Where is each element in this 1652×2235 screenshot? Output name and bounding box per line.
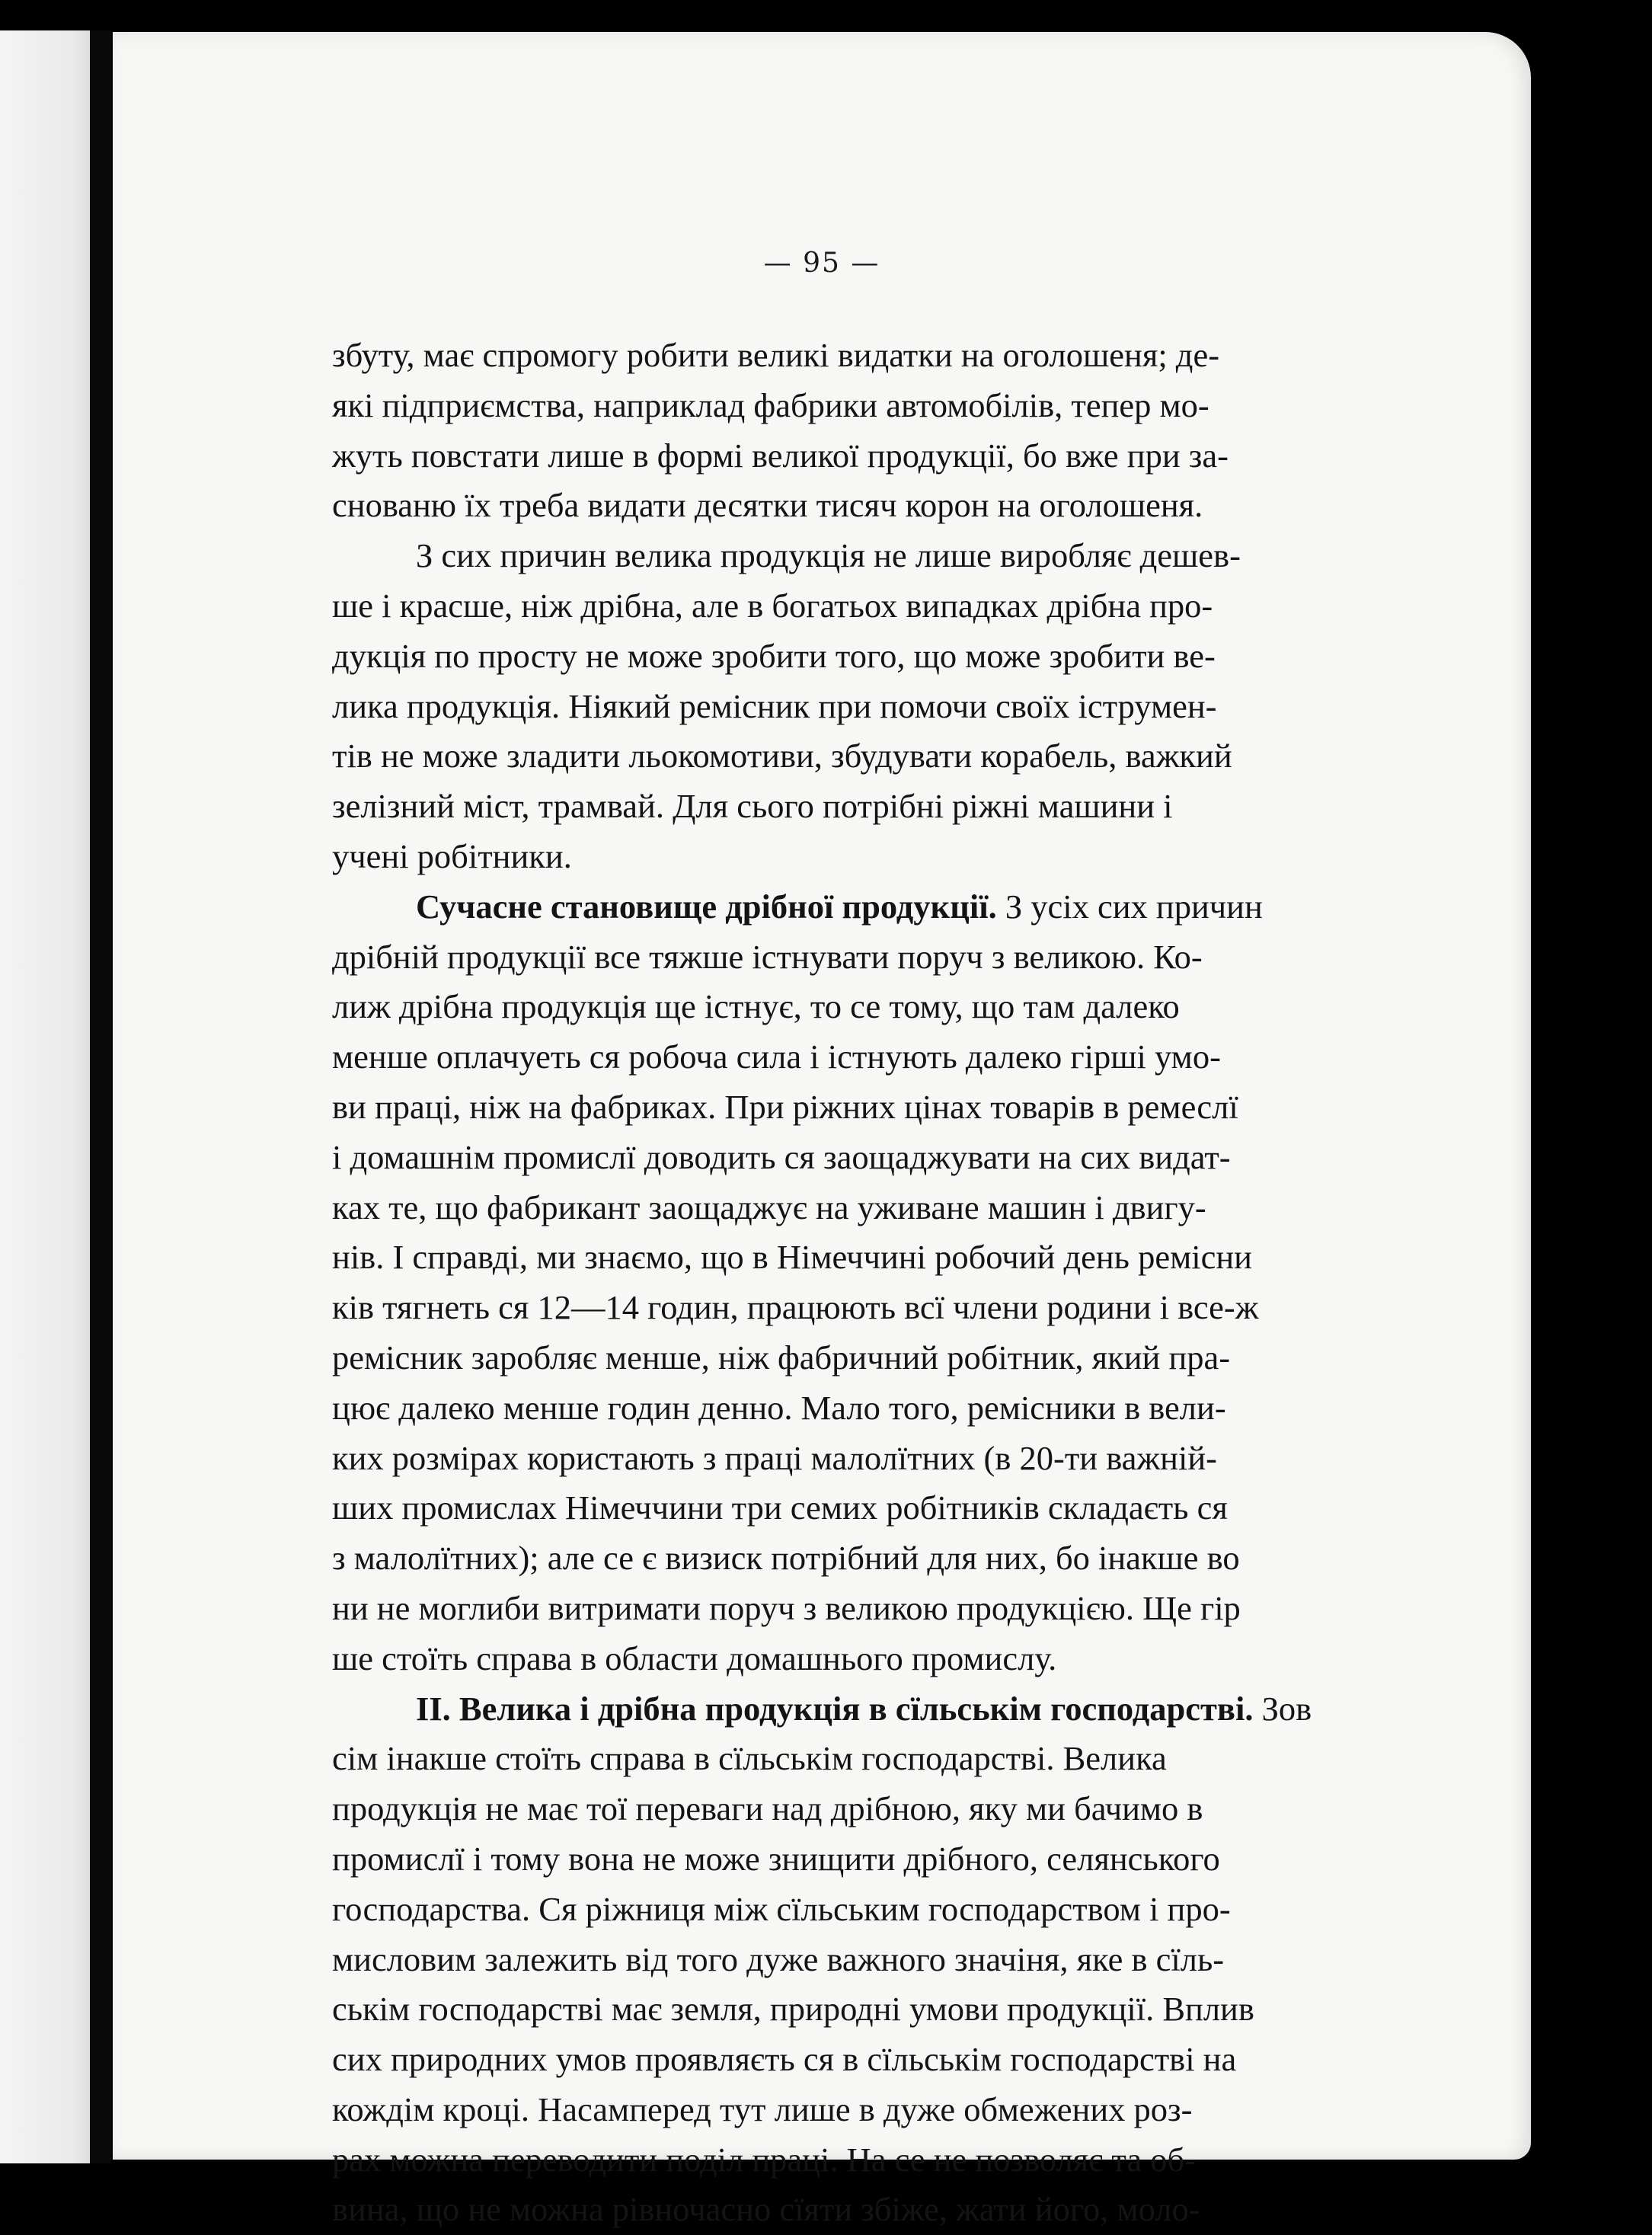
line-text: сім інакше стоїть справа в сїльськім господарстві. Велика <box>332 1739 1167 1778</box>
book-binding <box>90 30 111 2163</box>
line-text: ше і красше, ніж дрібна, але в богатьох випадках дрібна про- <box>332 586 1213 625</box>
text-line <box>332 1283 1475 1333</box>
line-text: господарства. Ся ріжниця між сїльським господарством і про- <box>332 1889 1231 1928</box>
line-text: нів. І справді, ми знаємо, що в Німеччині робочий день ремісни <box>332 1238 1252 1277</box>
text-line <box>332 1734 1475 1784</box>
line-text: З усіх сих причин <box>996 887 1263 926</box>
line-text: тів не може зладити льокомотиви, збудувати корабель, важкий <box>332 737 1232 775</box>
line-text: ськім господарстві має земля, природні умови продукції. Вплив <box>332 1990 1254 2029</box>
line-text: ни не моглиби витримати поруч з великою продукцією. Ще гір <box>332 1588 1241 1627</box>
line-text: ремісник заробляє менше, ніж фабричний робітник, який пра- <box>332 1338 1231 1376</box>
line-text: промислї і тому вона не може знищити дрібного, селянського <box>332 1839 1220 1878</box>
section-heading: II. Велика і дрібна продукція в сїльськім господарстві. <box>416 1689 1254 1728</box>
line-text: лиж дрібна продукція ще істнує, то се тому, що там далеко <box>332 987 1180 1026</box>
line-text: З сих причин велика продукція не лише виробляє дешев- <box>416 536 1241 575</box>
text-line <box>332 481 1475 531</box>
text-line <box>332 1434 1475 1484</box>
text-line <box>332 631 1475 682</box>
text-line <box>332 2135 1475 2185</box>
text-line <box>332 1233 1475 1283</box>
line-text: ви праці, ніж на фабриках. При ріжних цінах товарів в ремеслї <box>332 1087 1238 1126</box>
text-line <box>332 1483 1475 1533</box>
text-line <box>332 531 1475 581</box>
line-text: снованю їх треба видати десятки тисяч корон на оголошеня. <box>332 486 1203 525</box>
text-line <box>332 1383 1475 1434</box>
text-line <box>332 682 1475 732</box>
text-line <box>332 731 1475 782</box>
line-text: ків тягнеть ся 12—14 годин, працюють всї члени родини і все-ж <box>332 1288 1259 1327</box>
line-text: вина, що не можна рівночасно сїяти збіже, жати його, моло- <box>332 2190 1200 2229</box>
text-line <box>332 932 1475 983</box>
line-text: кождім кроці. Насамперед тут лише в дуже обмежених роз- <box>332 2090 1193 2128</box>
line-text: рах можна переводити поділ праці. На се не позволяє та об- <box>332 2140 1196 2179</box>
line-text: жуть повстати лише в формі великої продукції, бо вже при за- <box>332 436 1229 475</box>
body-text <box>332 331 1475 2235</box>
book-page <box>113 32 1531 2229</box>
line-text: збуту, має спромогу робити великі видатки на оголошеня; де- <box>332 336 1220 374</box>
line-text: менше оплачуеть ся робоча сила і істнують далеко гірші умо- <box>332 1038 1221 1076</box>
text-line <box>332 2085 1475 2135</box>
section-heading: Сучасне становище дрібної продукції. <box>416 887 997 926</box>
text-line <box>332 1032 1475 1082</box>
line-text: лика продукція. Ніякий ремісник при помочи своїх іструмен- <box>332 686 1217 725</box>
line-text: Зов <box>1253 1689 1312 1728</box>
line-text: учені робітники. <box>332 836 572 875</box>
line-text: ше стоїть справа в области домашнього промислу. <box>332 1639 1057 1677</box>
line-text: дрібній продукції все тяжше істнувати поруч з великою. Ко- <box>332 937 1203 976</box>
text-line <box>332 1784 1475 1834</box>
text-line <box>332 982 1475 1032</box>
text-line <box>332 331 1475 381</box>
line-text: цює далеко менше годин денно. Мало того, ремісники в вели- <box>332 1388 1226 1427</box>
text-line <box>332 431 1475 481</box>
text-line <box>332 782 1475 832</box>
text-line <box>332 1133 1475 1183</box>
text-line <box>332 1984 1475 2035</box>
text-line <box>332 2185 1475 2235</box>
text-line <box>332 1082 1475 1133</box>
text-line <box>332 1935 1475 1985</box>
text-line <box>332 882 1475 932</box>
text-line <box>332 1834 1475 1885</box>
line-text: ких розмірах користають з праці малолїтних (в 20-ти важній- <box>332 1438 1217 1477</box>
line-text: дукція по просту не може зробити того, що може зробити ве- <box>332 636 1216 675</box>
line-text: зелізний міст, трамвай. Для сього потрібні ріжні машини і <box>332 787 1173 826</box>
line-text: мисловим залежить від того дуже важного значіня, яке в сїль- <box>332 1939 1225 1978</box>
text-line <box>332 381 1475 431</box>
line-text: які підприємства, наприклад фабрики автомобілів, тепер мо- <box>332 385 1209 424</box>
text-line <box>332 1885 1475 1935</box>
line-text: сих природних умов проявляєть ся в сїльськім господарстві на <box>332 2040 1237 2079</box>
text-line <box>332 832 1475 882</box>
text-line <box>332 1333 1475 1383</box>
line-text: і домашнім промислї доводить ся заощаджувати на сих видат- <box>332 1137 1231 1176</box>
page-number: — 95 — <box>763 248 880 279</box>
text-line <box>332 581 1475 631</box>
text-line <box>332 1533 1475 1584</box>
text-line <box>332 1183 1475 1233</box>
line-text: з малолїтних); але се є визиск потрібний для них, бо інакше во <box>332 1539 1240 1578</box>
line-text: ках те, що фабрикант заощаджує на уживане машин і двигу- <box>332 1188 1206 1226</box>
line-text: ших промислах Німеччини три семих робітників складаєть ся <box>332 1488 1228 1527</box>
text-line <box>332 1684 1475 1735</box>
text-line <box>332 1634 1475 1684</box>
line-text: продукція не має тої переваги над дрібною, яку ми бачимо в <box>332 1789 1203 1828</box>
text-line <box>332 2035 1475 2085</box>
text-line <box>332 1584 1475 1634</box>
